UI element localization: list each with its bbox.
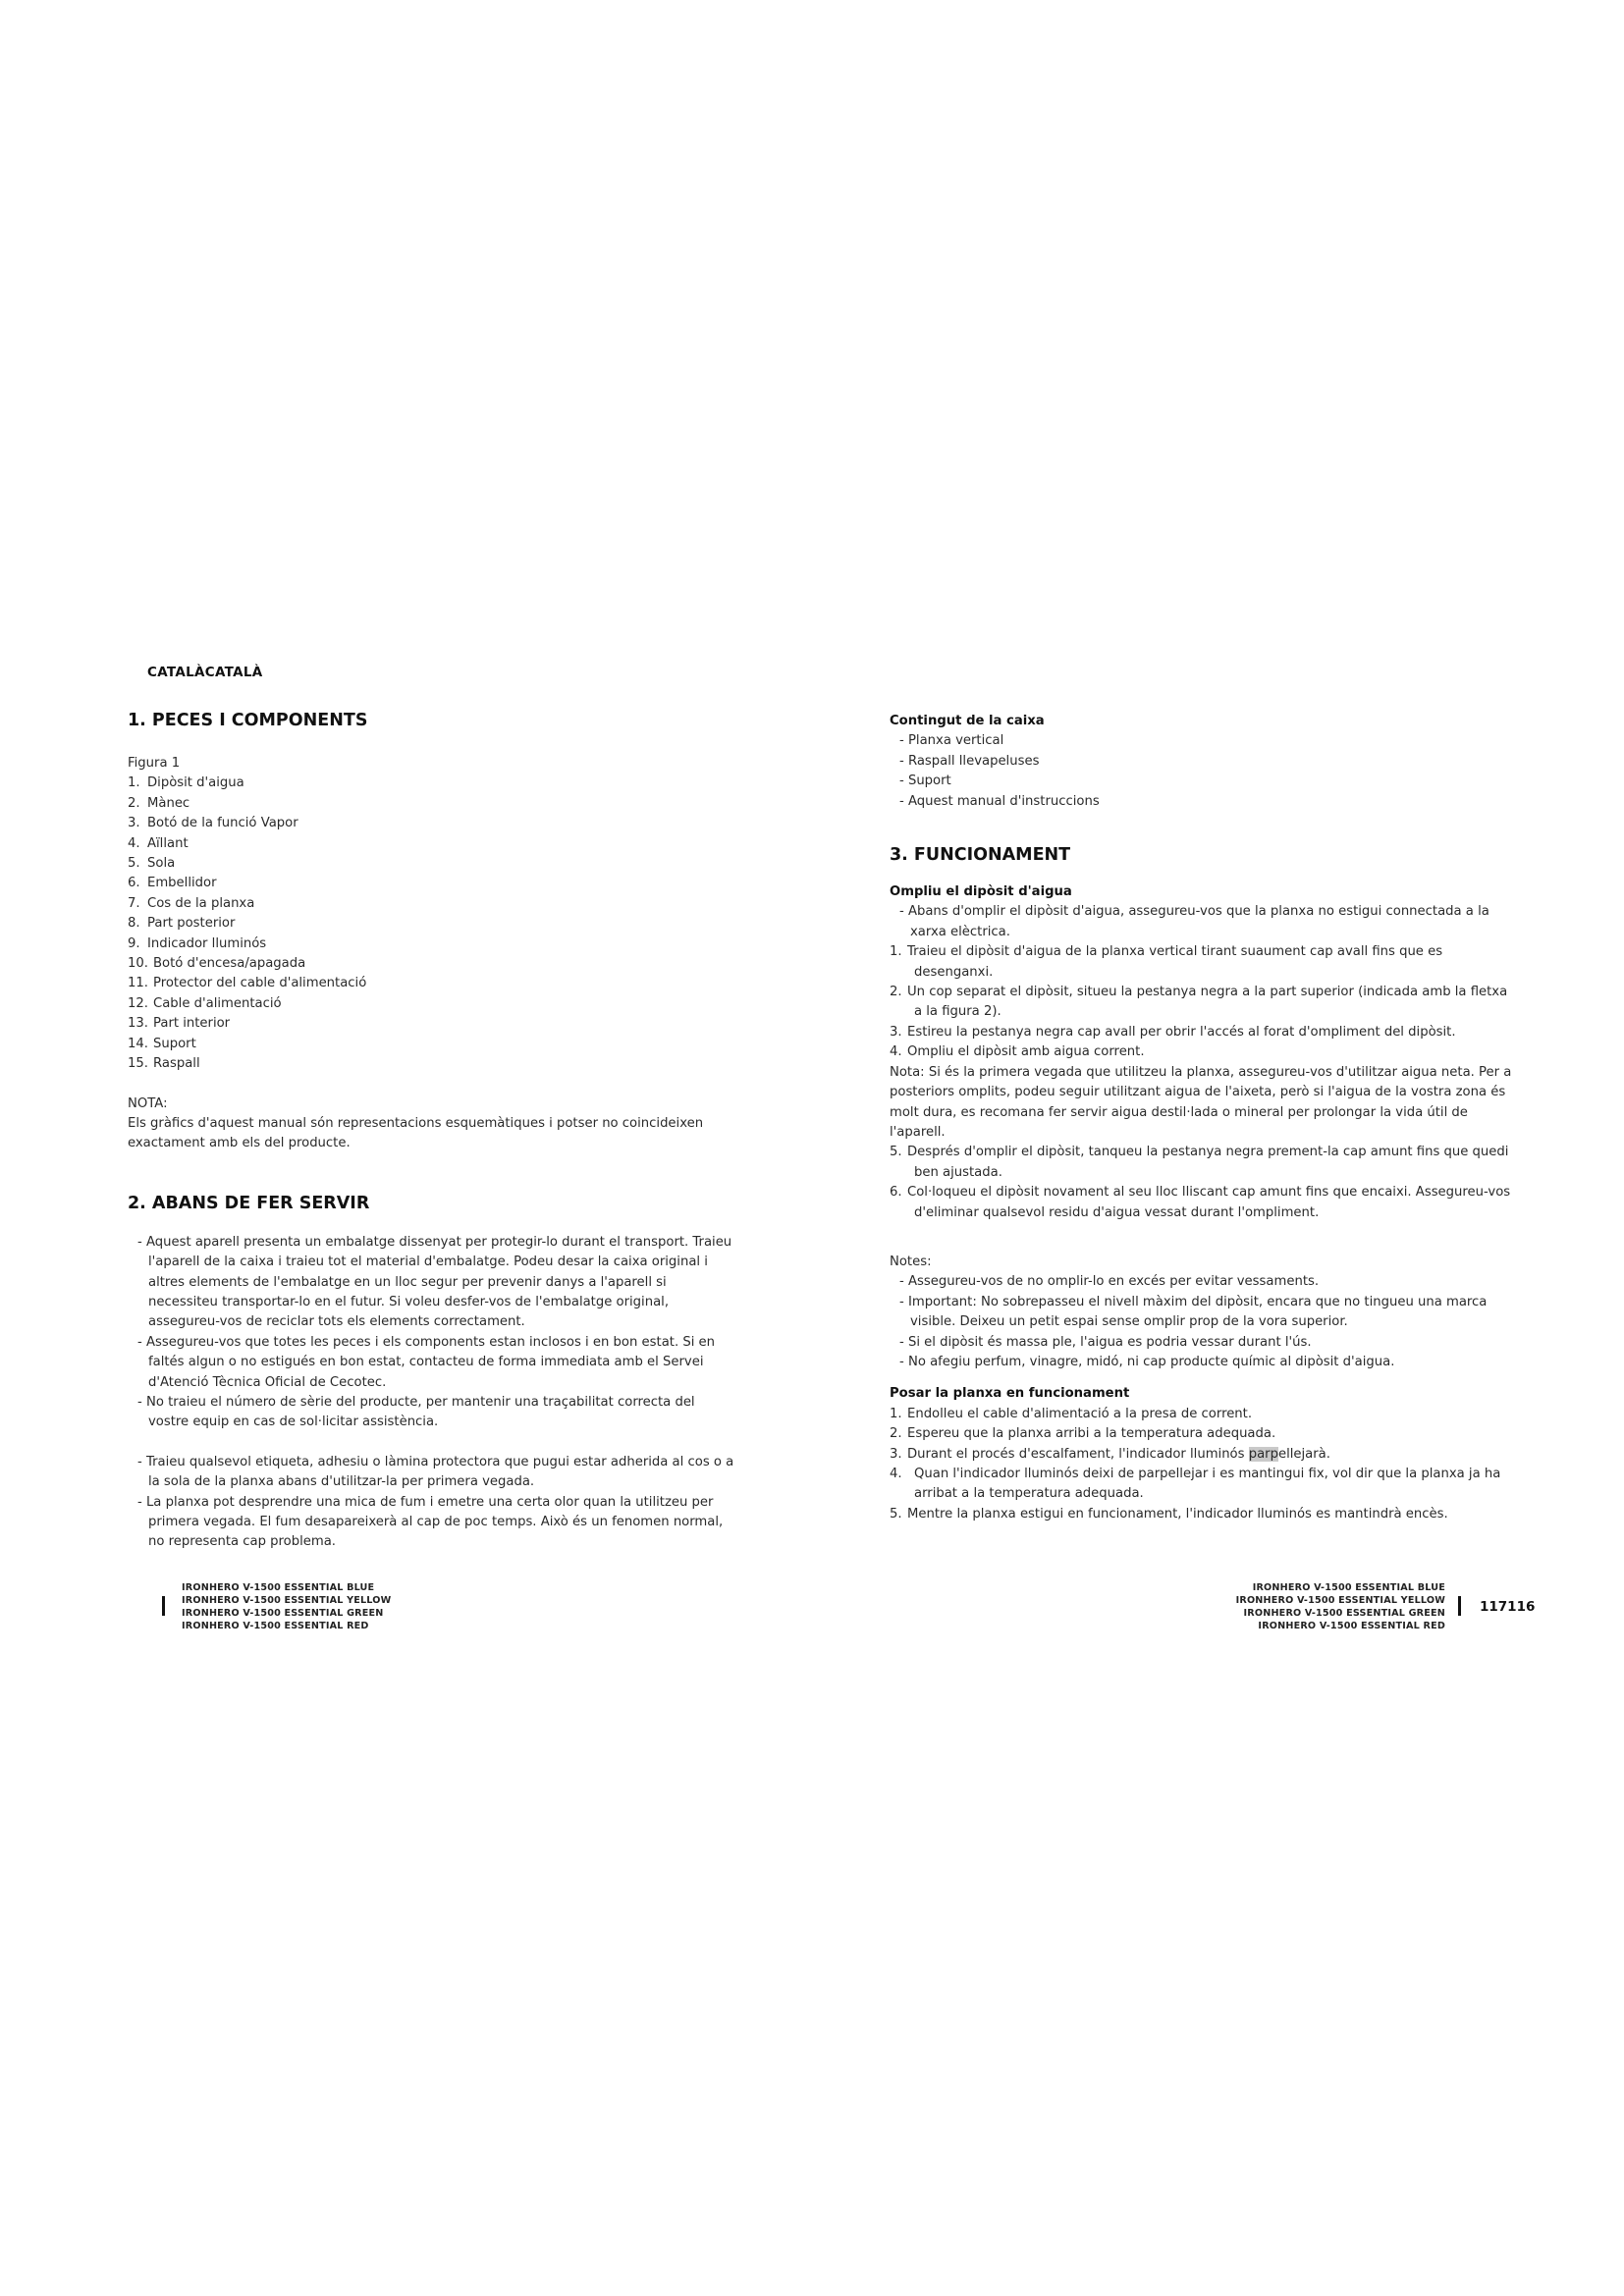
list-item: 1. Traieu el dipòsit d'aigua de la planxa vertical tirant suaument cap avall fins que es desenganxi.: [890, 944, 1443, 980]
list-item: 9. Indicador lluminós: [128, 935, 267, 951]
list-item: 6. Col·loqueu el dipòsit novament al seu lloc lliscant cap amunt fins que encaixi. Assegureu-vos d'eliminar qualsevol residu d'aigua vessat durant l'ompliment.: [890, 1185, 1511, 1220]
list-item: - No afegiu perfum, vinagre, midó, ni cap producte químic al dipòsit d'aigua.: [899, 1354, 1395, 1369]
list-item: 3. Durant el procés d'escalfament, l'indicador lluminós parpellejarà.: [890, 1446, 1330, 1462]
list-item: - Planxa vertical: [899, 733, 1004, 749]
list-item: 5. Mentre la planxa estigui en funcionament, l'indicador lluminós es mantindrà encès.: [890, 1506, 1448, 1522]
list-item: 12. Cable d'alimentació: [128, 995, 282, 1011]
list-item: 3. Botó de la funció Vapor: [128, 816, 298, 831]
list-item: 4. Aïllant: [128, 835, 189, 851]
section-title-operation: 3. FUNCIONAMENT: [890, 845, 1071, 866]
list-item: 5. Després d'omplir el dipòsit, tanqueu la pestanya negra prement-la cap amunt fins que quedi ben ajustada.: [890, 1145, 1509, 1180]
list-item: - Raspall llevapeluses: [899, 753, 1040, 769]
list-item: - Assegureu-vos de no omplir-lo en excés per evitar vessaments.: [899, 1274, 1320, 1290]
paragraph: - Assegureu-vos que totes les peces i els components estan inclosos i en bon estat. Si en faltés algun o no estigués en bon estat, contacteu de forma immediata amb el Servei d'Atenció Tècnica Oficial de Cecotec.: [137, 1334, 716, 1390]
list-item: 1. Endolleu el cable d'alimentació a la presa de corrent.: [890, 1406, 1253, 1421]
list-item: - Aquest manual d'instruccions: [899, 793, 1100, 809]
list-item: 8. Part posterior: [128, 916, 236, 932]
list-item: 6. Embellidor: [128, 876, 217, 891]
list-item: - Suport: [899, 774, 951, 789]
list-item: 15. Raspall: [128, 1056, 200, 1072]
list-item: 4. Ompliu el dipòsit amb aigua corrent.: [890, 1044, 1145, 1060]
note-text: Els gràfics d'aquest manual són representacions esquemàtiques i potser no coincideixen exactament amb els del producte.: [128, 1115, 704, 1151]
footer-divider-right: [1458, 1596, 1461, 1616]
list-item: 7. Cos de la planxa: [128, 895, 255, 911]
left-column: [128, 709, 736, 1553]
list-item: 14. Suport: [128, 1036, 196, 1051]
list-item: 13. Part interior: [128, 1016, 231, 1032]
page-numbers: 117116: [1480, 1599, 1536, 1615]
list-item: 2. Mànec: [128, 795, 190, 811]
notes-label: Notes:: [890, 1254, 932, 1269]
figure-label: Figura 1: [128, 756, 181, 771]
note-label: NOTA:: [128, 1095, 168, 1111]
section-title-before-use: 2. ABANS DE FER SERVIR: [128, 1193, 370, 1213]
paragraph: - No traieu el número de sèrie del producte, per mantenir una traçabilitat correcta del vostre equip en cas de sol·licitar assistència.: [137, 1394, 695, 1430]
highlighted-text: parp: [1248, 1446, 1278, 1462]
list-item: 2. Espereu que la planxa arribi a la temperatura adequada.: [890, 1426, 1276, 1442]
box-contents-title: Contingut de la caixa: [890, 714, 1045, 728]
list-item: 4. Quan l'indicador lluminós deixi de parpellejar i es mantingui fix, vol dir que la planxa ja ha arribat a la temperatura adequada.: [890, 1467, 1501, 1502]
language-header: CATALÀCATALÀ: [147, 665, 263, 680]
paragraph: - Aquest aparell presenta un embalatge dissenyat per protegir-lo durant el transport. Traieu l'aparell de la caixa i traieu tot el material d'embalatge. Podeu desar la caixa original i altres elements de l'embalatge en un lloc segur per prevenir danys a l'aparell si necessiteu transportar-lo en el futur. Si voleu desfer-vos de l'embalatge original, assegureu-vos de reciclar tots els elements correctament.: [137, 1234, 732, 1330]
list-item: 3. Estireu la pestanya negra cap avall per obrir l'accés al forat d'ompliment del dipòsit.: [890, 1024, 1456, 1040]
footer-models-right: IRONHERO V-1500 ESSENTIAL BLUE IRONHERO V-1500 ESSENTIAL YELLOW IRONHERO V-1500 ESSENTIAL GREEN IRONHERO V-1500 ESSENTIAL RED: [1235, 1582, 1445, 1631]
fill-note: Nota: Si és la primera vegada que utilitzeu la planxa, assegureu-vos d'utilitzar aigua neta. Per a posteriors omplits, podeu seguir utilitzant aigua de l'aixeta, però si l'aigua de la vostra zona és molt dura, es recomana fer servir aigua destil·lada o mineral per prolongar la vida útil de l'aparell.: [890, 1064, 1512, 1140]
paragraph: - Traieu qualsevol etiqueta, adhesiu o làmina protectora que pugui estar adherida al cos o a la sola de la planxa abans d'utilitzar-la per primera vegada.: [137, 1454, 734, 1490]
list-item: 2. Un cop separat el dipòsit, situeu la pestanya negra a la part superior (indicada amb la fletxa a la figura 2).: [890, 985, 1508, 1020]
list-item: 10. Botó d'encesa/apagada: [128, 956, 306, 972]
components-list: [128, 774, 736, 1074]
section-title-components: 1. PECES I COMPONENTS: [128, 711, 368, 730]
right-column: [890, 712, 1514, 1524]
paragraph: - La planxa pot desprendre una mica de fum i emetre una certa olor quan la utilitzeu per primera vegada. El fum desapareixerà al cap de poc temps. Això és un fenomen normal, no representa cap problema.: [137, 1494, 724, 1550]
list-item: 5. Sola: [128, 856, 176, 872]
subsection-title-run: Posar la planxa en funcionament: [890, 1386, 1130, 1402]
list-item: - Important: No sobrepasseu el nivell màxim del dipòsit, encara que no tingueu una marca visible. Deixeu un petit espai sense omplir prop de la vora superior.: [899, 1294, 1488, 1330]
footer-models-left: IRONHERO V-1500 ESSENTIAL BLUE IRONHERO V-1500 ESSENTIAL YELLOW IRONHERO V-1500 ESSENTIAL GREEN IRONHERO V-1500 ESSENTIAL RED: [182, 1582, 392, 1631]
list-item: - Si el dipòsit és massa ple, l'aigua es podria vessar durant l'ús.: [899, 1334, 1312, 1350]
list-item: 1. Dipòsit d'aigua: [128, 775, 244, 791]
subsection-title-fill: Ompliu el dipòsit d'aigua: [890, 884, 1072, 900]
footer-divider-left: [162, 1596, 165, 1616]
list-item: 11. Protector del cable d'alimentació: [128, 976, 367, 991]
paragraph: - Abans d'omplir el dipòsit d'aigua, assegureu-vos que la planxa no estigui connectada a la xarxa elèctrica.: [899, 904, 1489, 939]
